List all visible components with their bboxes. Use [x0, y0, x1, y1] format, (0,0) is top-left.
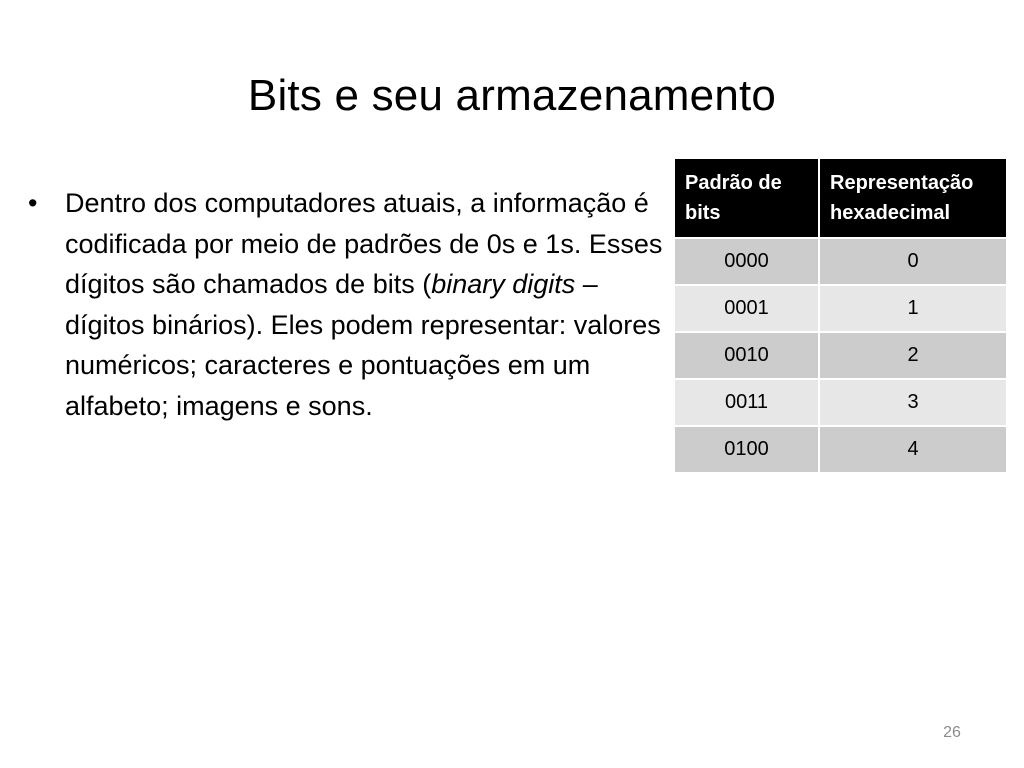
table-row — [674, 238, 1007, 285]
cell-hex-value: 2 — [819, 332, 1007, 379]
cell-hex-value: 1 — [819, 285, 1007, 332]
table-row — [674, 426, 1007, 473]
header-hex-representation: Representação hexadecimal — [819, 158, 1007, 238]
cell-bit-pattern: 0011 — [674, 379, 819, 426]
cell-bit-pattern: 0100 — [674, 426, 819, 473]
cell-bit-pattern: 0000 — [674, 238, 819, 285]
page-number: 26 — [943, 724, 961, 741]
table-row — [674, 379, 1007, 426]
bullet-text-italic: binary digits — [431, 269, 576, 300]
bullet-marker: • — [28, 188, 38, 218]
table-header-row — [674, 158, 1007, 238]
bullet-text-after: – dígitos binários). Eles podem representar: valores numéricos; caracteres e pontuações em um alfabeto; imagens e sons. — [65, 269, 661, 421]
table-row — [674, 332, 1007, 379]
header-bit-pattern: Padrão de bits — [674, 158, 819, 238]
bullet-item — [28, 183, 668, 427]
bullet-text — [65, 183, 668, 427]
cell-hex-value: 0 — [819, 238, 1007, 285]
bullet-text-before: Dentro dos computadores atuais, a informação é codificada por meio de padrões de 0s e 1s. Esses dígitos são chamados de bits ( — [65, 188, 663, 300]
cell-bit-pattern: 0010 — [674, 332, 819, 379]
cell-hex-value: 3 — [819, 379, 1007, 426]
bit-pattern-table — [673, 157, 1008, 474]
slide-title: Bits e seu armazenamento — [247, 71, 777, 120]
table-row — [674, 285, 1007, 332]
cell-bit-pattern: 0001 — [674, 285, 819, 332]
cell-hex-value: 4 — [819, 426, 1007, 473]
